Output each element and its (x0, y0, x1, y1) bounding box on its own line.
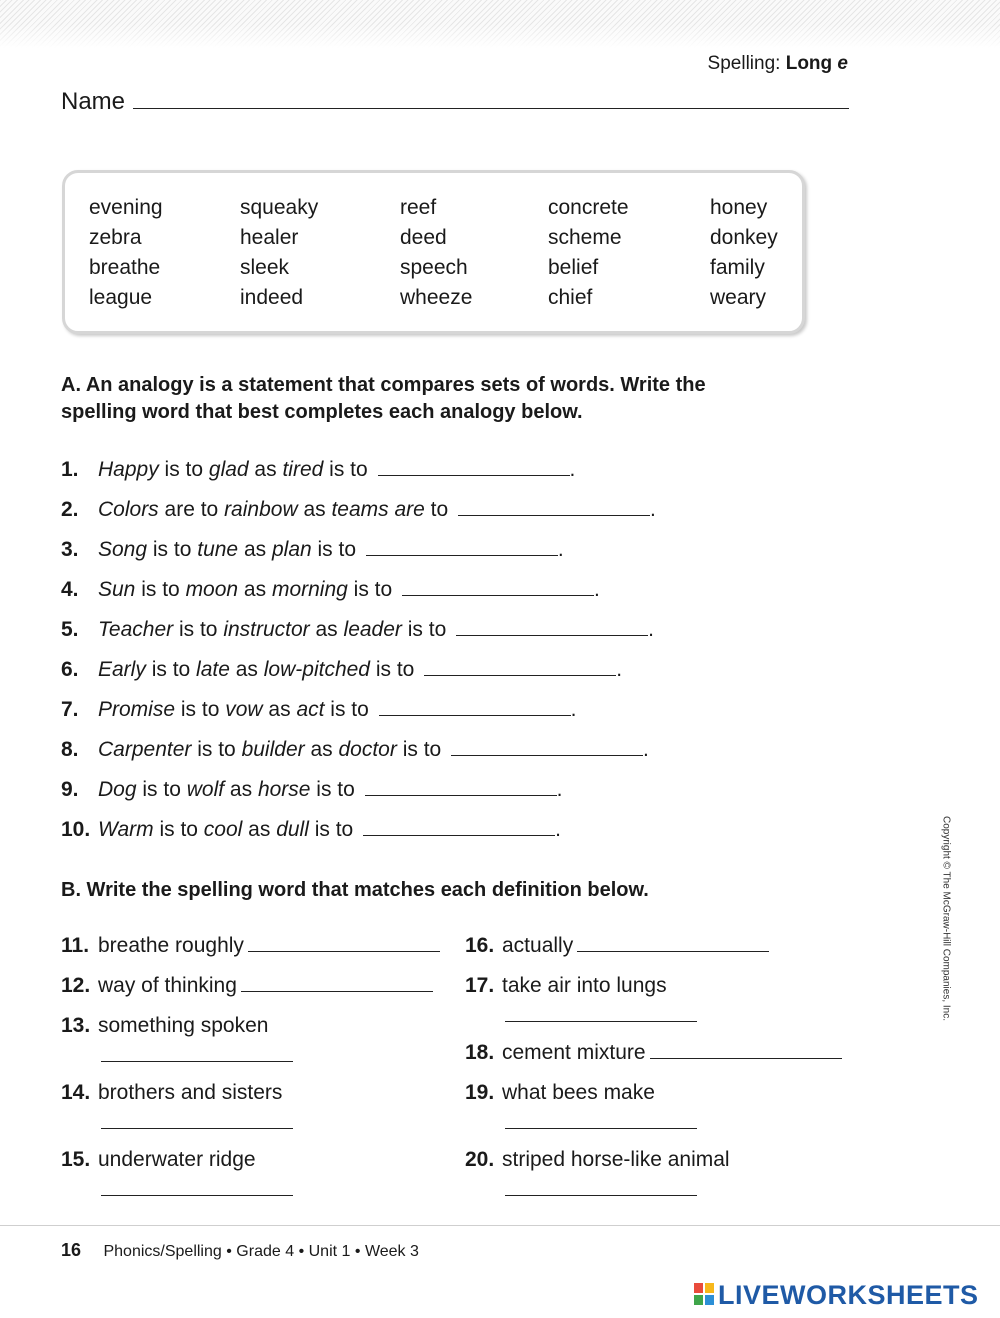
analogy-question: 10. Warm is to cool as dull is to . (61, 818, 561, 841)
spelling-word: concrete (548, 196, 629, 219)
footer-divider (0, 1225, 1000, 1226)
spelling-word: belief (548, 256, 599, 279)
brand-name: LIVEWORKSHEETS (718, 1280, 979, 1310)
spelling-word: weary (710, 286, 767, 309)
definition-question: 19. what bees make (465, 1081, 655, 1104)
spelling-word: sleek (240, 256, 290, 279)
answer-blank[interactable] (505, 1195, 697, 1196)
question-number: 17. (465, 974, 495, 997)
spelling-word: breathe (89, 256, 161, 279)
answer-blank[interactable] (402, 594, 594, 596)
definition-question: 20. striped horse-like animal (465, 1148, 730, 1171)
definition-question: 17. take air into lungs (465, 974, 667, 997)
question-number: 10. (61, 818, 91, 841)
answer-blank[interactable] (577, 950, 769, 952)
answer-blank[interactable] (456, 634, 648, 636)
answer-blank[interactable] (424, 674, 616, 676)
analogy-question: 2. Colors are to rainbow as teams are to . (61, 498, 656, 521)
question-number: 20. (465, 1148, 495, 1171)
question-number: 3. (61, 538, 79, 561)
answer-blank[interactable] (451, 754, 643, 756)
answer-blank[interactable] (101, 1128, 293, 1129)
spelling-word: scheme (548, 226, 622, 249)
definition-question: 18. cement mixture (465, 1041, 842, 1067)
liveworksheets-logo[interactable] (694, 1280, 994, 1310)
question-number: 9. (61, 778, 79, 801)
question-number: 7. (61, 698, 79, 721)
answer-blank[interactable] (365, 794, 557, 796)
logo-blocks-icon (694, 1283, 714, 1305)
answer-blank[interactable] (101, 1195, 293, 1196)
analogy-question: 4. Sun is to moon as morning is to . (61, 578, 600, 601)
spelling-word: indeed (240, 286, 304, 309)
spelling-word: zebra (89, 226, 142, 249)
question-number: 14. (61, 1081, 91, 1104)
spelling-word-box (62, 170, 805, 334)
name-row (61, 86, 849, 116)
analogy-question: 7. Promise is to vow as act is to . (61, 698, 577, 721)
spelling-word: deed (400, 226, 447, 249)
question-number: 2. (61, 498, 79, 521)
analogy-question: 1. Happy is to glad as tired is to . (61, 458, 576, 481)
page-footer: 16 Phonics/Spelling • Grade 4 • Unit 1 • Week 3 (61, 1240, 419, 1260)
spelling-word: league (89, 286, 153, 309)
answer-blank[interactable] (379, 714, 571, 716)
spelling-word: reef (400, 196, 437, 219)
copyright-notice: Copyright © The McGraw-Hill Companies, Inc. (940, 815, 952, 1022)
definition-question: 13. something spoken (61, 1014, 269, 1037)
question-number: 5. (61, 618, 79, 641)
analogy-question: 8. Carpenter is to builder as doctor is to . (61, 738, 649, 761)
answer-blank[interactable] (378, 474, 570, 476)
answer-blank[interactable] (241, 990, 433, 992)
question-number: 12. (61, 974, 91, 997)
spelling-word: wheeze (400, 286, 473, 309)
answer-blank[interactable] (505, 1021, 697, 1022)
definition-question: 12. way of thinking (61, 974, 433, 1000)
definition-question: 15. underwater ridge (61, 1148, 256, 1171)
section-b-instructions: B. Write the spelling word that matches each definition below. (61, 879, 649, 901)
header-hatch-band (0, 0, 1000, 48)
analogy-question: 5. Teacher is to instructor as leader is to . (61, 618, 654, 641)
answer-blank[interactable] (650, 1057, 842, 1059)
name-field[interactable] (133, 108, 849, 109)
name-label: Name (61, 88, 126, 115)
spelling-word: squeaky (240, 196, 319, 219)
answer-blank[interactable] (458, 514, 650, 516)
page-number: 16 (61, 1240, 82, 1260)
spelling-word: honey (710, 196, 768, 219)
analogy-question: 6. Early is to late as low-pitched is to . (61, 658, 623, 681)
question-number: 8. (61, 738, 79, 761)
spelling-word: evening (89, 196, 163, 219)
answer-blank[interactable] (248, 950, 440, 952)
answer-blank[interactable] (101, 1061, 293, 1062)
question-number: 13. (61, 1014, 91, 1037)
spelling-word: family (710, 256, 765, 279)
definition-question: 16. actually (465, 934, 769, 960)
spelling-word: speech (400, 256, 468, 279)
section-a-instructions: A. An analogy is a statement that compares sets of words. Write the spelling word that best completes each analogy below. (61, 374, 706, 423)
question-number: 19. (465, 1081, 495, 1104)
definition-question: 11. breathe roughly (61, 934, 440, 960)
question-number: 15. (61, 1148, 91, 1171)
answer-blank[interactable] (505, 1128, 697, 1129)
answer-blank[interactable] (363, 834, 555, 836)
question-number: 1. (61, 458, 79, 481)
analogy-question: 3. Song is to tune as plan is to . (61, 538, 564, 561)
question-number: 11. (61, 934, 90, 957)
answer-blank[interactable] (366, 554, 558, 556)
definition-question: 14. brothers and sisters (61, 1081, 283, 1104)
question-number: 6. (61, 658, 79, 681)
spelling-word: donkey (710, 226, 778, 249)
worksheet-topic: Spelling: Long e (707, 53, 848, 74)
question-number: 16. (465, 934, 495, 957)
spelling-word: healer (240, 226, 299, 249)
spelling-word: chief (548, 286, 593, 309)
question-number: 4. (61, 578, 79, 601)
analogy-question: 9. Dog is to wolf as horse is to . (61, 778, 563, 801)
question-number: 18. (465, 1041, 495, 1064)
